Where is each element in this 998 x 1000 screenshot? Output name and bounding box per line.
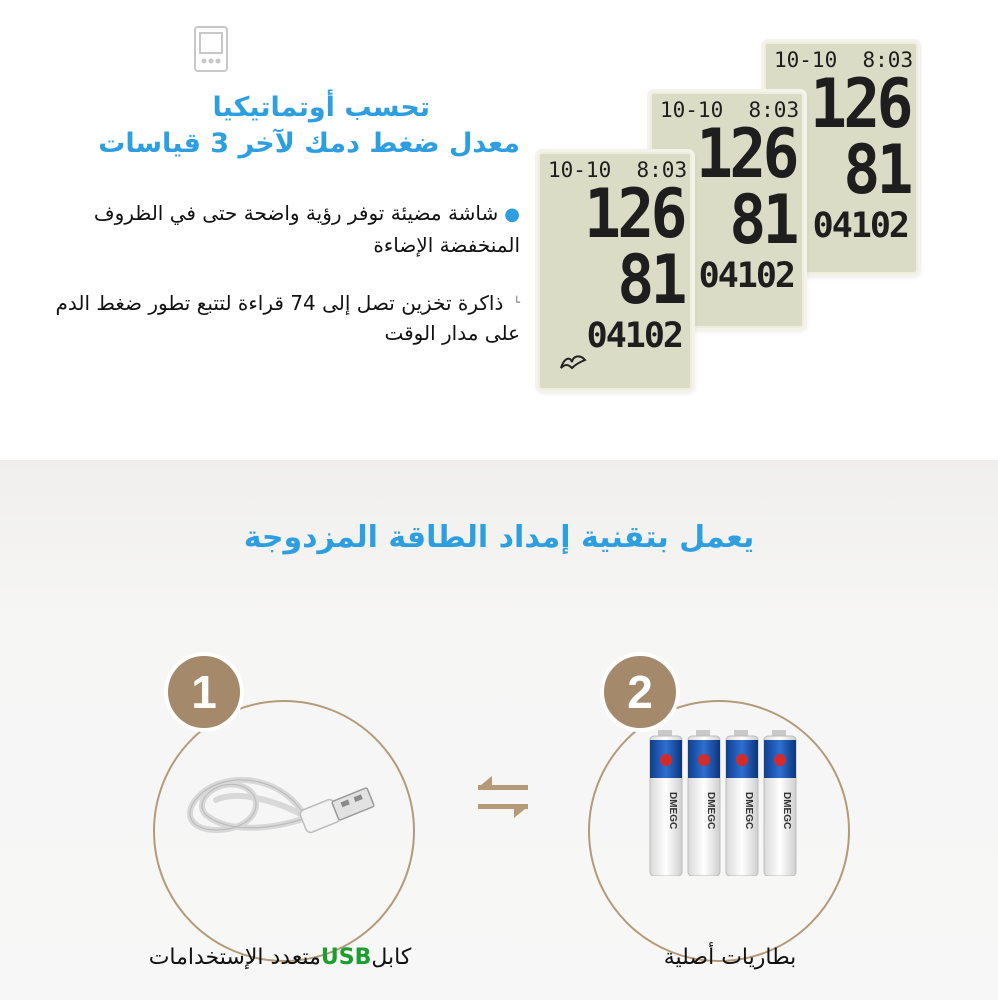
caption-usb-highlight: USB: [320, 945, 372, 970]
lcd-time: 8:03: [862, 48, 914, 72]
batteries-icon: [648, 730, 800, 876]
lcd-diastolic: 81: [843, 131, 910, 210]
leaf-icon: [558, 350, 588, 372]
lcd-memory: 04102: [698, 256, 794, 296]
battery-brand-label: DMEGC: [743, 792, 754, 830]
bullet-dot-icon: ●: [504, 204, 520, 225]
top-section: [0, 0, 998, 460]
caption-part: متعدد الإستخدامات: [148, 945, 321, 970]
lcd-memory: 04102: [586, 316, 682, 356]
headline-line-1: تحسب أوتماتيكيا: [212, 92, 430, 123]
headline-line-2: معدل ضغط دمك لآخر 3 قياسات: [98, 128, 520, 159]
lcd-date: 10-10: [660, 98, 724, 122]
lcd-display-front: [538, 152, 692, 390]
lcd-date: 10-10: [774, 48, 838, 72]
feature-bullet-memory: [50, 288, 520, 348]
swap-arrows-icon: [472, 770, 534, 824]
lcd-systolic: 126: [696, 115, 796, 194]
caption-part: كابل: [371, 945, 412, 970]
battery-brand-label: DMEGC: [705, 792, 716, 830]
lcd-date: 10-10: [548, 158, 612, 182]
caption-usb-cable: [100, 945, 460, 970]
feature-text: شاشة مضيئة توفر رؤية واضحة حتى في الظروف المنخفضة الإضاءة: [93, 201, 520, 257]
option-number-badge: 2: [600, 652, 680, 732]
usb-cable-icon: [176, 760, 382, 870]
lcd-diastolic: 81: [617, 241, 684, 320]
lcd-systolic: 126: [810, 65, 910, 144]
lcd-memory: 04102: [812, 206, 908, 246]
lcd-diastolic: 81: [729, 181, 796, 260]
caption-batteries: بطاريات أصلية: [663, 945, 797, 970]
bullet-mark-icon: └: [513, 296, 520, 309]
power-title: يعمل بتقنية إمداد الطاقة المزدوجة: [243, 520, 755, 555]
lcd-systolic: 126: [584, 175, 684, 254]
lcd-time: 8:03: [636, 158, 688, 182]
feature-bullet-backlight: [50, 198, 520, 260]
feature-text: ذاكرة تخزين تصل إلى 74 قراءة لتتبع تطور ضغط الدم على مدار الوقت: [55, 291, 520, 345]
lcd-time: 8:03: [748, 98, 800, 122]
option-number-badge: 1: [164, 652, 244, 732]
battery-brand-label: DMEGC: [667, 792, 678, 830]
headline: [40, 90, 520, 162]
battery-brand-label: DMEGC: [781, 792, 792, 830]
monitor-device-icon: [192, 24, 230, 74]
